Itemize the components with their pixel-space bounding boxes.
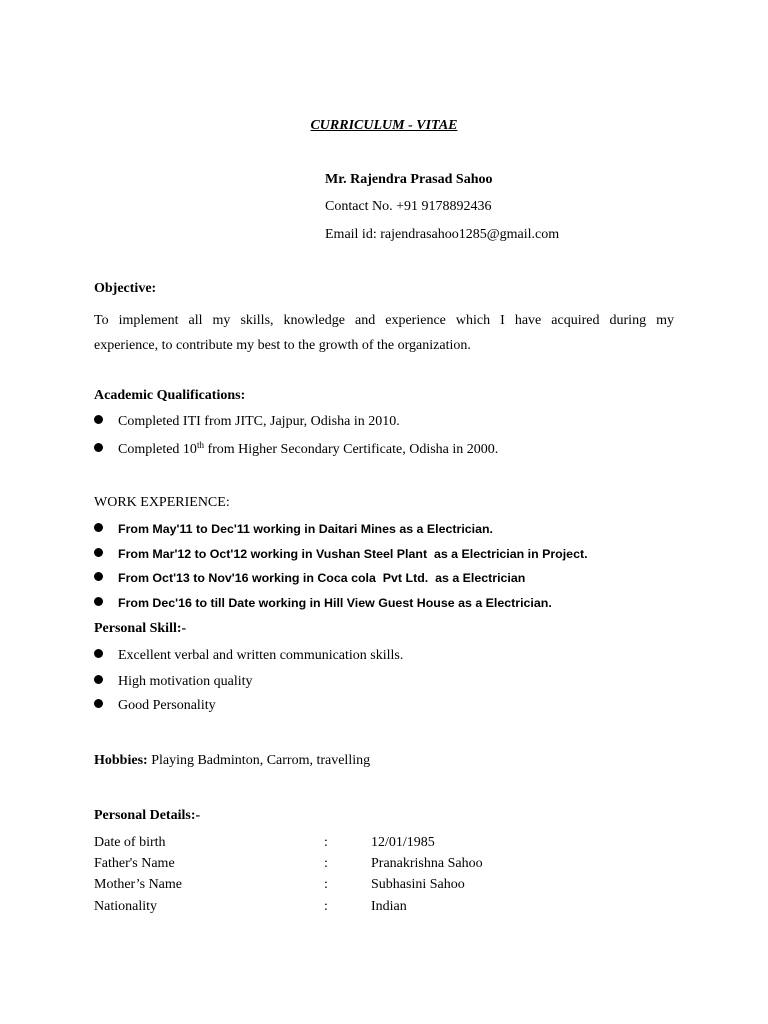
- list-item: [94, 698, 216, 714]
- skill-item-2: High motivation quality: [118, 674, 253, 689]
- document-title: CURRICULUM - VITAE: [310, 118, 458, 133]
- hobbies-text: Playing Badminton, Carrom, travelling: [147, 753, 371, 768]
- list-item: [94, 546, 588, 563]
- bullet-icon: [94, 548, 103, 557]
- list-item: [94, 570, 525, 587]
- academic-item-2-rest: from Higher Secondary Certificate, Odisha in 2000.: [203, 442, 499, 457]
- bullet-icon: [94, 443, 103, 452]
- detail-label: Nationality: [94, 899, 157, 914]
- personal-details-heading: Personal Details:-: [94, 808, 201, 823]
- bullet-icon: [94, 415, 103, 424]
- list-item: [94, 648, 403, 664]
- work-item-2: From Mar'12 to Oct'12 working in Vushan Steel Plant as a Electrician in Project.: [118, 547, 588, 561]
- detail-value: Subhasini Sahoo: [371, 877, 465, 892]
- bullet-icon: [94, 649, 103, 658]
- bullet-icon: [94, 597, 103, 606]
- objective-line-2: experience, to contribute my best to the growth of the organization.: [94, 338, 471, 353]
- detail-separator: :: [324, 899, 328, 914]
- detail-separator: :: [324, 835, 328, 850]
- detail-label: Mother’s Name: [94, 877, 182, 892]
- hobbies-label: Hobbies:: [94, 753, 148, 768]
- ordinal-suffix: th: [196, 440, 204, 450]
- work-heading: WORK EXPERIENCE:: [94, 495, 230, 510]
- bullet-icon: [94, 675, 103, 684]
- list-item: [94, 674, 253, 690]
- objective-line-1: To implement all my skills, knowledge and experience which I have acquired during my: [94, 313, 674, 328]
- hobbies-line: [94, 753, 370, 769]
- contact-number: Contact No. +91 9178892436: [325, 199, 492, 214]
- bullet-icon: [94, 572, 103, 581]
- bullet-icon: [94, 699, 103, 708]
- work-item-4: From Dec'16 to till Date working in Hill View Guest House as a Electrician.: [118, 596, 552, 610]
- list-item: [94, 595, 552, 612]
- skill-item-1: Excellent verbal and written communication skills.: [118, 648, 404, 663]
- objective-text: [94, 308, 674, 358]
- detail-value: Pranakrishna Sahoo: [371, 856, 483, 871]
- detail-value: 12/01/1985: [371, 835, 435, 850]
- objective-heading: Objective:: [94, 281, 157, 296]
- work-item-1: From May'11 to Dec'11 working in Daitari Mines as a Electrician.: [118, 522, 493, 536]
- detail-value: Indian: [371, 899, 407, 914]
- academic-heading: Academic Qualifications:: [94, 388, 246, 403]
- detail-label: Date of birth: [94, 835, 166, 850]
- candidate-name: Mr. Rajendra Prasad Sahoo: [325, 172, 493, 187]
- email-address: Email id: rajendrasahoo1285@gmail.com: [325, 227, 560, 242]
- skill-item-3: Good Personality: [118, 698, 216, 713]
- skills-heading: Personal Skill:-: [94, 621, 187, 636]
- academic-item-2-prefix: Completed 10: [118, 442, 197, 457]
- bullet-icon: [94, 523, 103, 532]
- list-item: [94, 414, 400, 430]
- list-item: [94, 521, 493, 538]
- detail-separator: :: [324, 856, 328, 871]
- academic-item-1: Completed ITI from JITC, Jajpur, Odisha in 2010.: [118, 414, 400, 429]
- detail-label: Father's Name: [94, 856, 175, 871]
- list-item: [94, 442, 498, 458]
- work-item-3: From Oct'13 to Nov'16 working in Coca cola Pvt Ltd. as a Electrician: [118, 571, 526, 585]
- detail-separator: :: [324, 877, 328, 892]
